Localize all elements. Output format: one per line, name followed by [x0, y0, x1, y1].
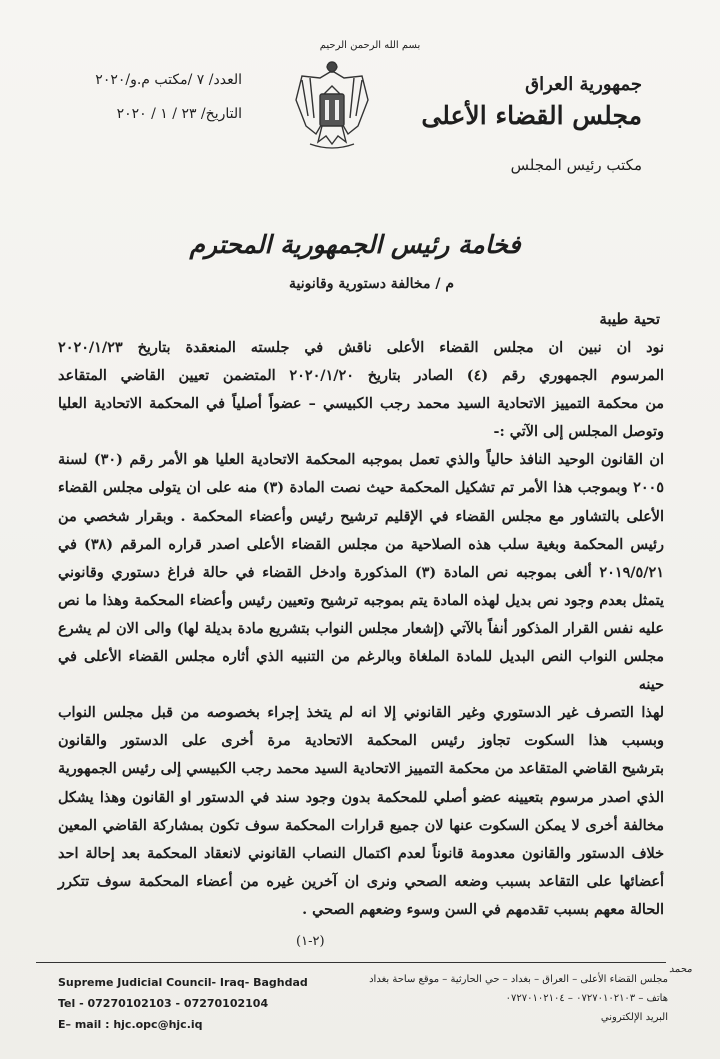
body-line: المرسوم الجمهوري رقم (٤) الصادر بتاريخ ٢٠٢٠/١/٢٠ المتضمن تعيين القاضي المتقاعد: [58, 367, 665, 385]
office-title: مكتب رئيس المجلس: [510, 156, 642, 174]
footer-divider: [36, 962, 666, 963]
footer-ar-email: البريد الإلكتروني: [600, 1012, 668, 1023]
council-title: مجلس القضاء الأعلى: [421, 101, 642, 130]
body-line: خلاف الدستور والقانون معدومة قانوناً لعدم اكتمال النصاب القانوني لانعقاد المحكمة بعد إحالة احد: [58, 844, 664, 862]
reference-date: التاريخ/ ٢٣ / ١ / ٢٠٢٠: [116, 106, 242, 122]
body-line: يتمثل بعدم وجود نص بديل لهذه المادة يتم بموجبه ترشيح وتعيين رئيس وأعضاء المحكمة وهذا ما نص: [58, 591, 664, 609]
reference-block: [66, 72, 242, 140]
issuer-block: [421, 74, 642, 130]
reference-number: العدد/ ٧ /مكتب م.و/٢٠٢٠: [95, 72, 242, 88]
body-line: من محكمة التمييز الاتحادية السيد محمد رجب الكبيسي – عضواً أصلياً في المحكمة الاتحادية العليا: [58, 395, 664, 413]
footer-en-name: Supreme Judicial Council- Iraq- Baghdad: [58, 976, 308, 989]
letter-body: [58, 334, 664, 924]
addressee: فخامة رئيس الجمهورية المحترم: [189, 230, 521, 259]
signature-mark: محمد: [669, 964, 692, 975]
body-line: رئيس المحكمة وبغية سلب هذه الصلاحية من مجلس القضاء الأعلى اصدر قراره المرقم (٣٨) في: [58, 535, 664, 553]
body-line: ٢٠١٩/٥/٢١ ألغى بموجبه نص المادة (٣) المذكورة وادخل القضاء في حالة فراغ دستوري وقانوني: [58, 563, 664, 581]
body-line: عليه نفس القرار المذكور أنفاً بالآتي (إشعار مجلس النواب بتشريع مادة بديلة لها) والى الان لم يشرع: [58, 619, 664, 637]
body-line: مخالفة أخرى لا يمكن السكوت عنها لان جميع قرارات المحكمة سوف تكون بمشاركة القاضي المعين: [58, 816, 664, 834]
body-line: وتوصل المجلس إلى الآتي :-: [493, 423, 664, 441]
body-line: مجلس النواب النص البديل للمادة الملغاة وبالرغم من التنبيه الذي أثاره مجلس القضاء الأعلى في حينه: [58, 648, 664, 694]
footer-english: [58, 972, 308, 1035]
republic-title: جمهورية العراق: [525, 74, 642, 95]
body-line: ٢٠٠٥ وبموجب هذا الأمر تم تشكيل المحكمة حيث نصت المادة (٣) منه على ان يتولى مجلس القضاء: [58, 479, 665, 497]
body-line: ان القانون الوحيد النافذ حالياً والذي تعمل بموجبه المحكمة الاتحادية العليا هو الأمر رقم (٣٠) لسنة: [58, 451, 664, 469]
body-line: وبسبب هذا السكوت تجاوز رئيس المحكمة الاتحادية مرة أخرى على الدستور والقانون: [58, 732, 664, 750]
body-line: بترشيح القاضي المتقاعد من محكمة التمييز الاتحادية السيد محمد رجب الكبيسي إلى رئيس الجمهورية: [58, 760, 664, 778]
footer-ar-phone: هاتف – ٠٧٢٧٠١٠٢١٠٣ – ٠٧٢٧٠١٠٢١٠٤: [505, 993, 668, 1004]
footer-ar-address: مجلس القضاء الأعلى – العراق – بغداد – حي الحارثية – موقع ساحة بغداد: [369, 974, 668, 985]
body-line: أعضائها على التقاعد بسبب وضعه الصحي ونرى ان آخرين غيره من أعضاء المحكمة سوف تتكرر: [58, 872, 664, 890]
greeting: تحية طيبة: [599, 310, 660, 328]
iraq-eagle-emblem-icon: [292, 56, 372, 152]
body-line: الحالة معهم بسبب تقدمهم في السن وسوء وضعهم الصحي .: [302, 900, 664, 918]
body-line: نود ان نبين ان مجلس القضاء الأعلى ناقش في جلسته المنعقدة بتاريخ ٢٠٢٠/١/٢٣: [58, 339, 664, 356]
page-number: (٢-١): [296, 934, 325, 949]
footer-arabic: [348, 970, 668, 1027]
body-line: الذي اصدر مرسوم بتعيينه عضو أصلي للمحكمة بدون وجود سند في الدستور او القانون وهذا يشكل: [58, 788, 664, 806]
footer-en-email: E– mail : hjc.opc@hjc.iq: [58, 1018, 203, 1031]
body-line: الأعلى بالتشاور مع مجلس القضاء في الإقليم ترشيح رئيس وأعضاء المحكمة . وبقرار شخصي من: [58, 507, 664, 525]
footer-en-phone: Tel - 07270102103 - 07270102104: [58, 997, 269, 1010]
basmala: بسم الله الرحمن الرحيم: [319, 40, 421, 51]
subject-line: م / مخالفة دستورية وقانونية: [289, 276, 454, 292]
body-line: لهذا التصرف غير الدستوري وغير القانوني إلا انه لم يتخذ إجراء بخصوصه من قبل مجلس النواب: [58, 704, 664, 722]
